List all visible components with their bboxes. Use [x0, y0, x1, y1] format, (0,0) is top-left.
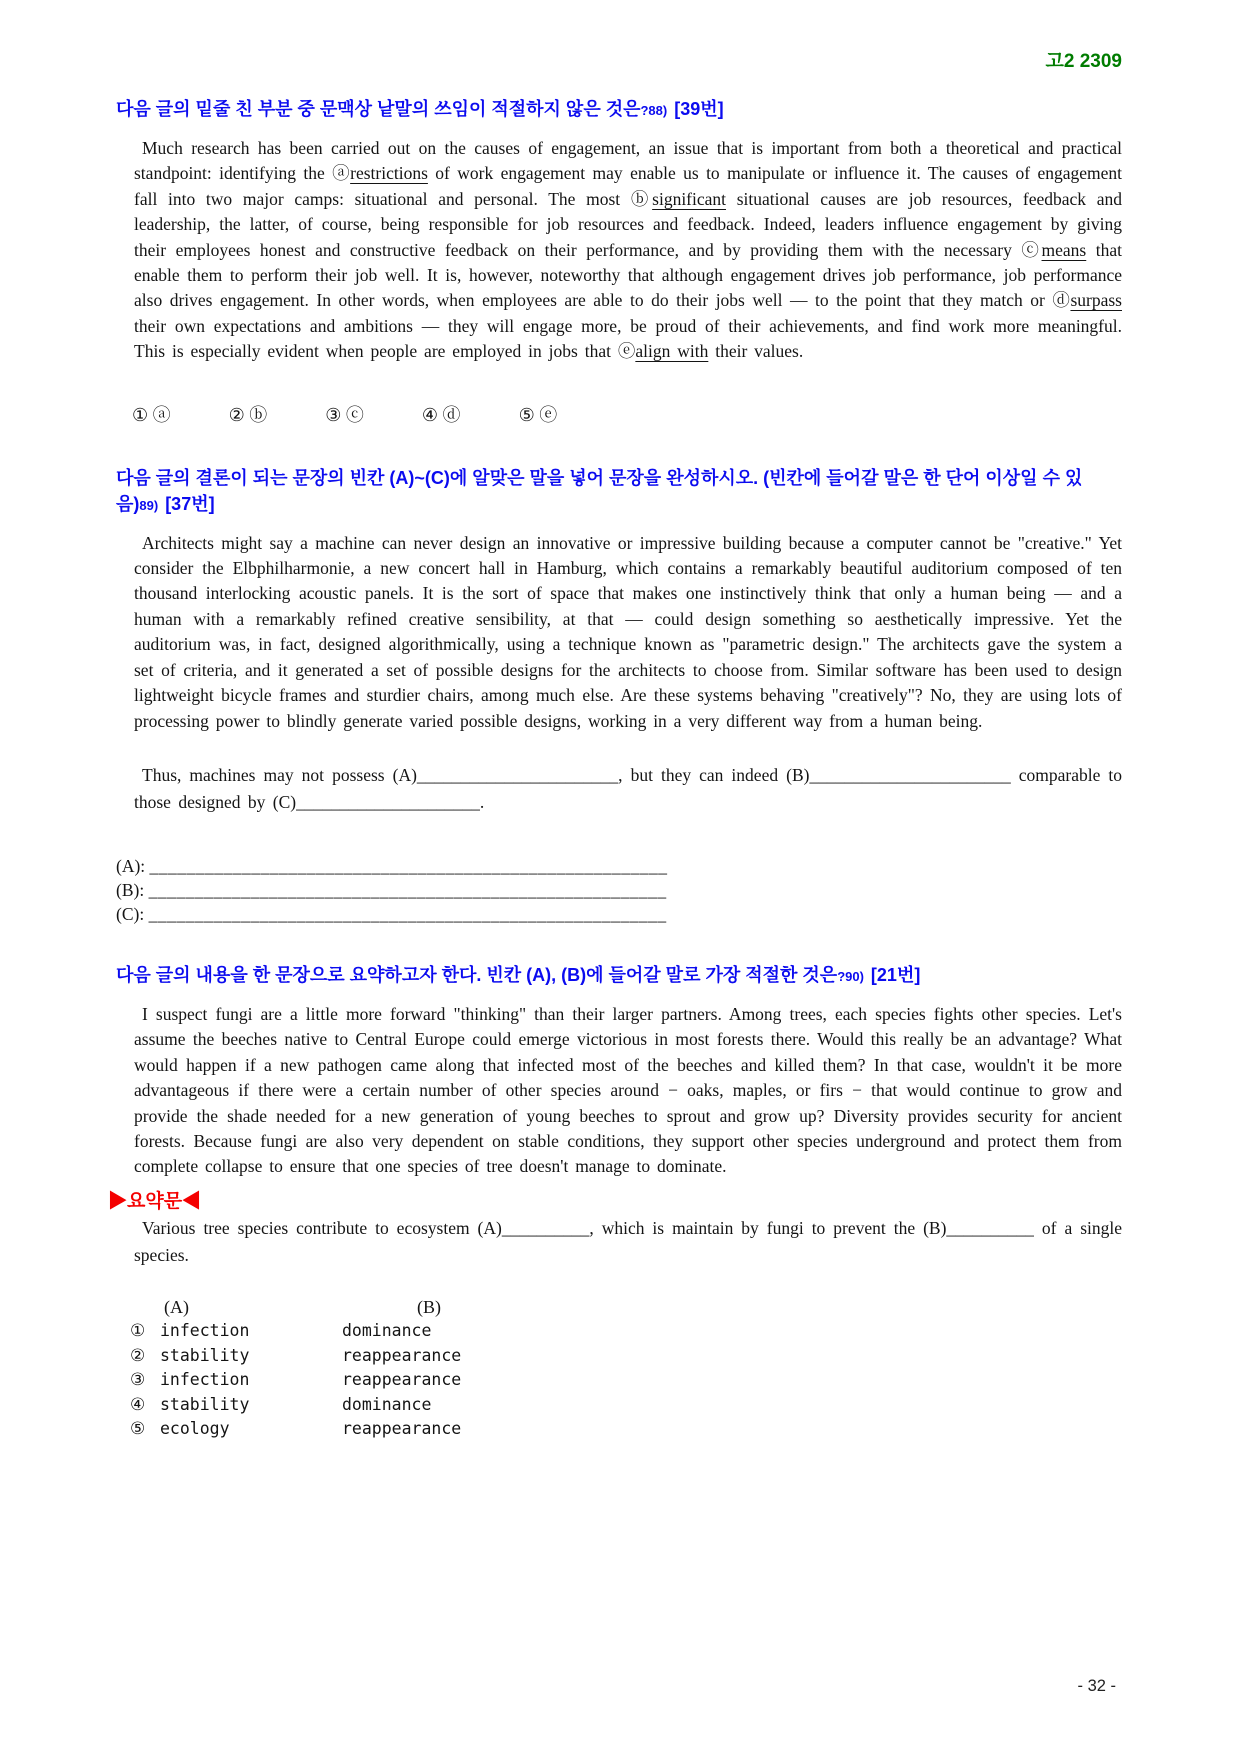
worksheet-page	[108, 0, 1123, 1442]
answer-blank-a: ________________________________________________________	[149, 855, 668, 876]
choice-item-1: ① ⓐ	[132, 404, 171, 425]
question-1-title	[116, 96, 1122, 124]
choice-item-5: ⑤ ⓔ	[518, 404, 558, 425]
question-2-title-text: 다음 글의 결론이 되는 문장의 빈칸 (A)~(C)에 알맞은 말을 넣어 문장을 완성하시오. (빈칸에 들어갈 말은 한 단어 이상일 수 있음)	[116, 467, 1083, 514]
question-1-footnote-number: ?88)	[640, 103, 668, 118]
option-row-4	[130, 1393, 1122, 1418]
question-3-title-text: 다음 글의 내용을 한 문장으로 요약하고자 한다. 빈칸 (A), (B)에 들어갈 말로 가장 적절한 것은	[116, 964, 838, 985]
option-1-word-b: dominance	[342, 1321, 432, 1341]
question-2-passage: Architects might say a machine can never design an innovative or impressive building because a computer cannot be "creative." Yet consider the Elbphilharmonie, a new concert hall in Hamburg, which contains a remarkably beautiful auditorium composed of ten thousand interlocking acoustic panels. It is the sort of space that makes one instinctively think that only a human being — and a human with a remarkably refined creative sensibility, at that — could design something so aesthetically impressive. Yet the auditorium was, in fact, designed algorithmically, using a technique known as "parametric design." The architects gave the system a set of criteria, and it generated a set of possible designs for the architects to choose from. Similar software has been used to design lightweight bicycle frames and sturdier chairs, among much else. Are these systems behaving "creatively"? No, they are using lots of processing power to blindly generate varied possible designs, working in a very different way from a human being.	[134, 532, 1122, 731]
answer-line-a	[116, 854, 1122, 878]
question-3-passage: I suspect fungi are a little more forward "thinking" than their larger partners. Among trees, each species fights other species. Let's assume the beeches native to Central Europe could emerge victorious in most forests there. Would this really be an advantage? What would happen if a new pathogen came along that infected most of the beeches and killed them? In that case, wouldn't it be more advantageous if there were a certain number of other species around − oaks, maples, or firs − that would continue to grow and provide the shade needed for a new generation of young beeches to sprout and grow up? Diversity provides security for ancient forests. Because fungi are also very dependent on stable conditions, they support other species underground and protect them from complete collapse to ensure that one species of tree doesn't manage to dominate.	[134, 1003, 1122, 1177]
question-3-summary-sentence: Various tree species contribute to ecosystem (A)__________, which is maintain by fungi to prevent the (B)__________ of a single species.	[134, 1217, 1122, 1265]
summary-marker: ▶요약문◀	[108, 1190, 202, 1212]
question-3-title	[116, 962, 1122, 990]
answer-blank-c: ________________________________________________________	[148, 903, 667, 924]
question-1-source-ref: [39번]	[674, 99, 724, 119]
option-4-word-a: stability	[160, 1394, 250, 1414]
option-5-number: ⑤	[130, 1419, 146, 1439]
option-4-word-b: dominance	[342, 1394, 432, 1414]
question-2-summary-sentence: Thus, machines may not possess (A)_______________________, but they can indeed (B)_______________________ comparable to those designed by (C)_____________________.	[134, 764, 1122, 812]
choice-item-3: ③ ⓒ	[325, 404, 364, 425]
answer-line-b	[116, 878, 1122, 902]
option-5-word-b: reappearance	[342, 1419, 462, 1439]
question-3-options-table	[130, 1295, 1122, 1442]
options-header-a: (A)	[164, 1296, 189, 1317]
answer-line-c	[116, 902, 1122, 926]
question-3-source-ref: [21번]	[870, 964, 921, 985]
option-2-word-a: stability	[160, 1345, 250, 1365]
question-1-choices	[132, 401, 1122, 427]
option-row-2	[130, 1344, 1122, 1369]
option-row-5	[130, 1417, 1122, 1442]
option-1-word-a: infection	[160, 1321, 250, 1341]
question-2-answer-block	[116, 854, 1122, 926]
page-header-code: 고2 2309	[1045, 51, 1122, 72]
answer-label-a: (A):	[116, 855, 146, 876]
option-5-word-a: ecology	[160, 1419, 230, 1439]
answer-blank-b: ________________________________________________________	[148, 879, 667, 900]
option-row-3	[130, 1368, 1122, 1393]
option-3-word-a: infection	[160, 1370, 250, 1390]
question-1-title-text: 다음 글의 밑줄 친 부분 중 문맥상 낱말의 쓰임이 적절하지 않은 것은	[116, 99, 641, 119]
option-2-word-b: reappearance	[342, 1345, 462, 1365]
option-3-number: ③	[130, 1370, 146, 1390]
page-number: - 32 -	[1077, 1677, 1116, 1695]
answer-label-b: (B):	[116, 879, 145, 900]
answer-label-c: (C):	[116, 903, 145, 924]
question-1-passage: Much research has been carried out on the causes of engagement, an issue that is important from both a theoretical and practical standpoint: identifying the ⓐrestrictions of work engagement may enable us to manipulate or influence it. The causes of engagement fall into two major camps: situational and personal. The most ⓑsignificant situational causes are job resources, feedback and leadership, the latter, of course, being responsible for job resources and feedback. Indeed, leaders influence engagement by giving their employees honest and constructive feedback on their performance, and by providing them with the necessary ⓒmeans that enable them to perform their job well. It is, however, noteworthy that although engagement drives job performance, job performance also drives engagement. In other words, when employees are able to do their jobs well — to the point that they match or ⓓsurpass their own expectations and ambitions — they will engage more, be proud of their achievements, and find work more meaningful. This is especially evident when people are employed in jobs that ⓔalign with their values.	[134, 138, 1123, 362]
choice-item-4: ④ ⓓ	[421, 404, 461, 425]
option-1-number: ①	[130, 1321, 146, 1341]
option-2-number: ②	[130, 1345, 146, 1365]
options-header-b: (B)	[417, 1296, 441, 1317]
option-row-1	[130, 1319, 1122, 1344]
options-header-row	[130, 1295, 1122, 1320]
option-3-word-b: reappearance	[342, 1370, 462, 1390]
question-2-footnote-number: 89)	[139, 497, 159, 513]
question-2-source-ref: [37번]	[165, 493, 215, 514]
choice-item-2: ② ⓑ	[228, 404, 268, 425]
question-3-footnote-number: ?90)	[837, 968, 864, 984]
option-4-number: ④	[130, 1394, 146, 1414]
question-2-title	[116, 465, 1122, 519]
